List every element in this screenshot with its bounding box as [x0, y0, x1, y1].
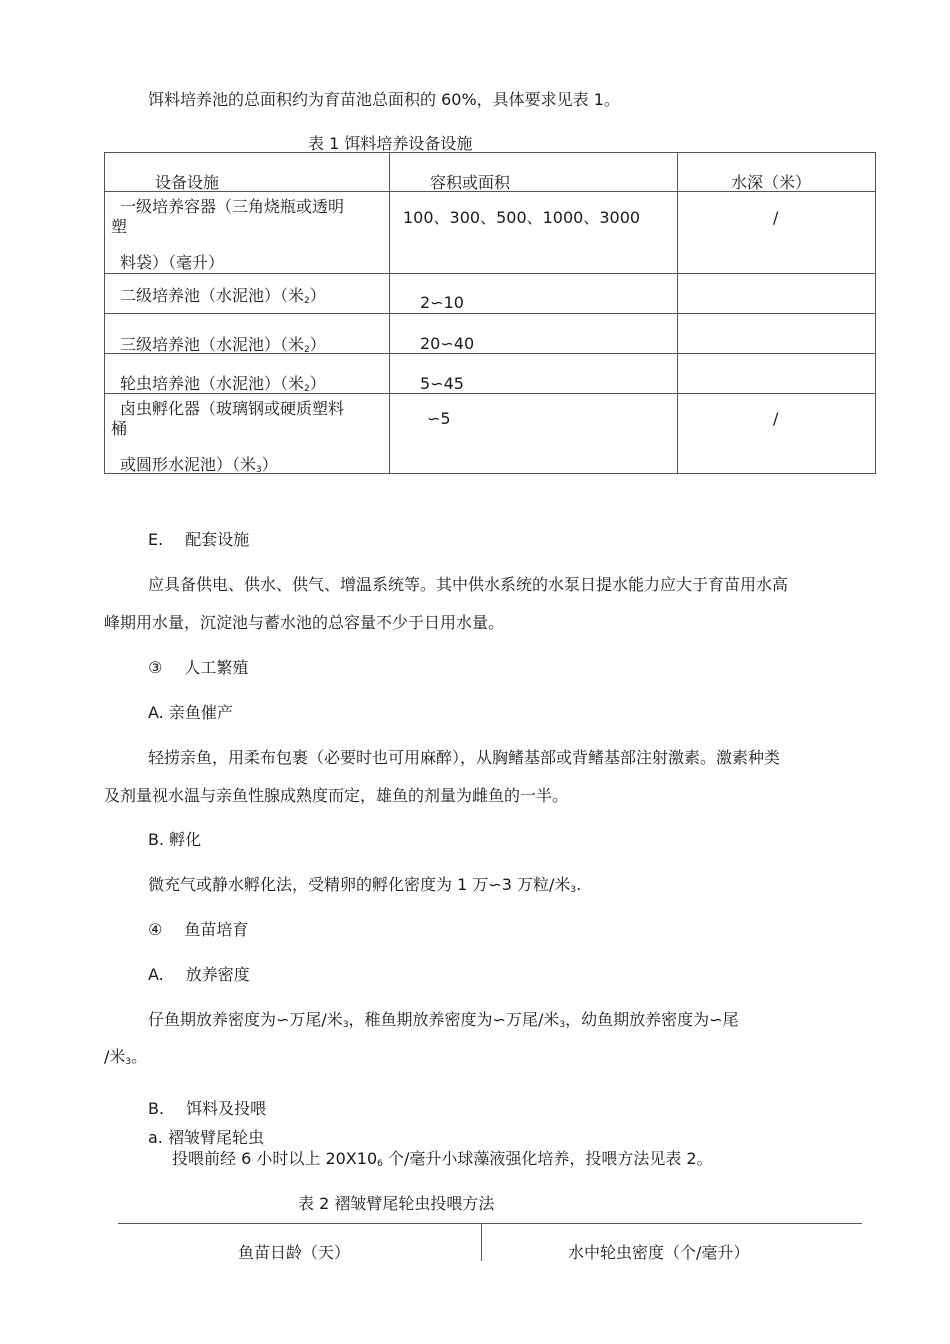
- table1-caption: 表 1 饵料培养设备设施: [308, 134, 473, 153]
- table1-row1-name-line2: 塑: [111, 217, 128, 236]
- table1-header-depth: 水深（米）: [731, 173, 812, 192]
- table1-row5-name-line1: 卤虫孵化器（玻璃钢或硬质塑料: [120, 399, 345, 418]
- section-3-paragraph-a-line2: 及剂量视水温与亲鱼性腺成熟度而定，雄鱼的剂量为雌鱼的一半。: [104, 786, 569, 805]
- table1-row2-value: 2∽10: [420, 293, 464, 312]
- table1-row1-value: 100、300、500、1000、3000: [403, 208, 641, 227]
- section-3-sub-b: B. 孵化: [148, 830, 202, 849]
- table2-header-rotifer-density: 水中轮虫密度（个/毫升）: [568, 1243, 750, 1262]
- table1-header-equipment: 设备设施: [155, 173, 220, 192]
- table1-row4-value: 5∽45: [420, 374, 464, 393]
- section-4-paragraph-line2: /米$_3$。: [104, 1047, 148, 1067]
- table1-row5-depth: /: [773, 409, 779, 428]
- section-e-paragraph-line2: 峰期用水量，沉淀池与蓄水池的总容量不少于日用水量。: [104, 613, 505, 632]
- intro-paragraph: 饵料培养池的总面积约为育苗池总面积的 60%，具体要求见表 1。: [148, 90, 620, 109]
- section-e-heading: E. 配套设施: [148, 530, 250, 549]
- section-3-paragraph-a-line1: 轻捞亲鱼，用柔布包裹（必要时也可用麻醉），从胸鳍基部或背鳍基部注射激素。激素种类: [148, 748, 781, 767]
- table2-caption: 表 2 褶皱臂尾轮虫投喂方法: [298, 1194, 495, 1213]
- table1-row5-name-line3: 或圆形水泥池）（米$_3$）: [120, 455, 278, 475]
- table1-row3-name: 三级培养池（水泥池）（米$_2$）: [120, 335, 326, 355]
- table1: [104, 152, 876, 474]
- section-3-sub-a: A. 亲鱼催产: [148, 703, 233, 722]
- table1-row2-name: 二级培养池（水泥池）（米$_2$）: [120, 286, 326, 306]
- section-4-sub-a: A. 放养密度: [148, 965, 250, 984]
- section-3-heading: ③ 人工繁殖: [148, 658, 249, 677]
- table1-row3-value: 20∽40: [420, 334, 475, 353]
- section-4-paragraph-line1: 仔鱼期放养密度为∽万尾/米$_3$，稚鱼期放养密度为∽万尾/米$_3$，幼鱼期放养密度为∽尾: [148, 1010, 739, 1030]
- table1-row5-value: ∽5: [427, 409, 451, 428]
- section-4-item-a: a. 褶皱臂尾轮虫: [148, 1128, 264, 1147]
- section-3-paragraph-b: 微充气或静水孵化法，受精卵的孵化密度为 1 万∽3 万粒/米$_3$.: [148, 875, 582, 895]
- section-4-heading: ④ 鱼苗培育: [148, 920, 249, 939]
- table1-row4-name: 轮虫培养池（水泥池）（米$_2$）: [120, 374, 326, 394]
- table1-row5-name-line2: 桶: [111, 419, 128, 438]
- section-4-item-a-paragraph: 投喂前经 6 小时以上 $20X10_6$ 个/毫升小球藻液强化培养，投喂方法见表 2。: [172, 1149, 713, 1169]
- table1-row1-name-line3: 料袋）（毫升）: [120, 253, 225, 272]
- table1-row1-depth: /: [773, 208, 779, 227]
- table2-header-fish-age: 鱼苗日龄（天）: [238, 1243, 351, 1262]
- section-4-sub-b: B. 饵料及投喂: [148, 1099, 267, 1118]
- section-e-paragraph-line1: 应具备供电、供水、供气、增温系统等。其中供水系统的水泵日提水能力应大于育苗用水高: [148, 575, 789, 594]
- table1-row1-name-line1: 一级培养容器（三角烧瓶或透明: [120, 197, 345, 216]
- table1-header-volume: 容积或面积: [430, 173, 511, 192]
